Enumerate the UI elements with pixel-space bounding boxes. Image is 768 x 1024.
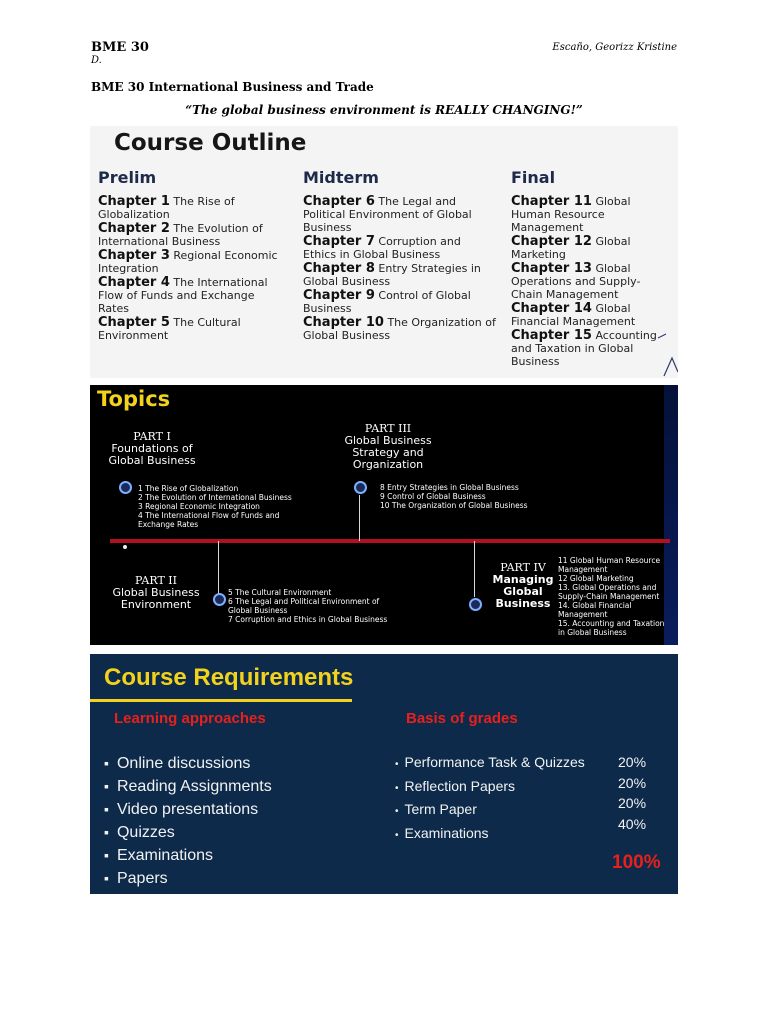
chapter-item: Chapter 6 The Legal and Political Environment of Global Business — [303, 194, 472, 234]
topics-slide — [90, 385, 678, 645]
chapter-item: Chapter 4 The International Flow of Funds and Exchange Rates — [98, 275, 268, 315]
grade-percent: 40% — [618, 815, 647, 832]
course-requirements-slide — [90, 654, 678, 894]
timeline-connector — [474, 541, 475, 597]
chapter-item: Chapter 10 The Organization of Global Business — [303, 315, 496, 342]
grade-percent: 20% — [618, 795, 647, 811]
part3-topic-list: 8 Entry Strategies in Global Business 9 Control of Global Business 10 The Organization of Global Business — [380, 483, 528, 510]
timeline-tick — [123, 545, 127, 549]
chapter-item: Chapter 8 Entry Strategies in Global Business — [303, 261, 481, 288]
part2-topic-list: 5 The Cultural Environment 6 The Legal and Political Environment of Global Business 7 Corruption and Ethics in Global Business — [228, 588, 388, 624]
part1-topic-list: 1 The Rise of Globalization 2 The Evolution of International Business 3 Regional Economic Integration 4 The International Flow of Funds and Exchange Rates — [138, 484, 292, 529]
grade-percentages — [618, 752, 646, 834]
part4-label: PART IV Managing Global Business — [492, 561, 554, 610]
list-item: ▪ Reading Assignments — [104, 775, 272, 798]
grades-list — [395, 752, 585, 846]
prelim-column — [98, 168, 284, 343]
chapter-item: Chapter 1 The Rise of Globalization — [98, 194, 235, 221]
learning-approaches-heading: Learning approaches — [114, 710, 266, 727]
part2-node — [213, 593, 226, 606]
chapter-item: Chapter 9 Control of Global Business — [303, 288, 471, 315]
timeline-connector — [359, 495, 360, 541]
grade-item: • Performance Task & Quizzes — [395, 752, 585, 776]
chapter-item: Chapter 5 The Cultural Environment — [98, 315, 241, 342]
requirements-title: Course Requirements — [104, 664, 354, 691]
timeline-bar — [110, 539, 670, 543]
timeline-connector — [218, 541, 219, 597]
title-underline — [90, 699, 352, 702]
chapter-item: Chapter 11 Global Human Resource Management — [511, 194, 631, 234]
part2-label: PART II Global Business Environment — [112, 574, 200, 611]
part1-node — [119, 481, 132, 494]
quote: “The global business environment is REALLY CHANGING!” — [185, 103, 583, 117]
list-item: ▪ Quizzes — [104, 821, 272, 844]
chapter-item: Chapter 2 The Evolution of International Business — [98, 221, 263, 248]
learning-approaches-list — [104, 752, 272, 890]
part1-label: PART I Foundations of Global Business — [108, 430, 196, 467]
triangle-decoration — [628, 328, 678, 378]
part4-node — [469, 598, 482, 611]
initial-line: D. — [91, 55, 102, 66]
part3-label: PART III Global Business Strategy and Organization — [344, 422, 432, 471]
chapter-item: Chapter 3 Regional Economic Integration — [98, 248, 278, 275]
part3-node — [354, 481, 367, 494]
chapter-item: Chapter 13 Global Operations and Supply-Chain Management — [511, 261, 641, 301]
author-name: Escaño, Georizz Kristine — [552, 42, 677, 53]
basis-of-grades-heading: Basis of grades — [406, 710, 518, 727]
chapter-item: Chapter 7 Corruption and Ethics in Global Business — [303, 234, 461, 261]
grade-percent: 20% — [618, 774, 647, 791]
grade-percent: 20% — [618, 754, 647, 770]
course-outline-slide — [90, 126, 678, 378]
course-code: BME 30 — [91, 40, 149, 55]
final-heading: Final — [511, 168, 556, 187]
list-item: ▪ Examinations — [104, 844, 272, 867]
topics-title: Topics — [97, 387, 171, 411]
grade-item: • Examinations — [395, 823, 585, 847]
grade-item: • Reflection Papers — [395, 776, 585, 800]
list-item: ▪ Video presentations — [104, 798, 272, 821]
document-title: BME 30 International Business and Trade — [91, 80, 374, 94]
grade-total: 100% — [612, 852, 661, 873]
list-item: ▪ Papers — [104, 867, 272, 890]
midterm-column — [303, 168, 497, 343]
outline-title: Course Outline — [114, 130, 307, 156]
midterm-heading: Midterm — [303, 168, 379, 187]
grade-item: • Term Paper — [395, 799, 585, 823]
list-item: ▪ Online discussions — [104, 752, 272, 775]
chapter-item: Chapter 15 Accounting and Taxation in Global Business — [511, 328, 657, 368]
chapter-item: Chapter 12 Global Marketing — [511, 234, 631, 261]
part4-topic-list: 11 Global Human Resource Management 12 Global Marketing 13. Global Operations and Supply-Chain Management 14. Global Financial Management 15. Accounting and Taxation in Global Business — [558, 556, 665, 637]
prelim-heading: Prelim — [98, 168, 157, 187]
chapter-item: Chapter 14 Global Financial Management — [511, 301, 636, 328]
